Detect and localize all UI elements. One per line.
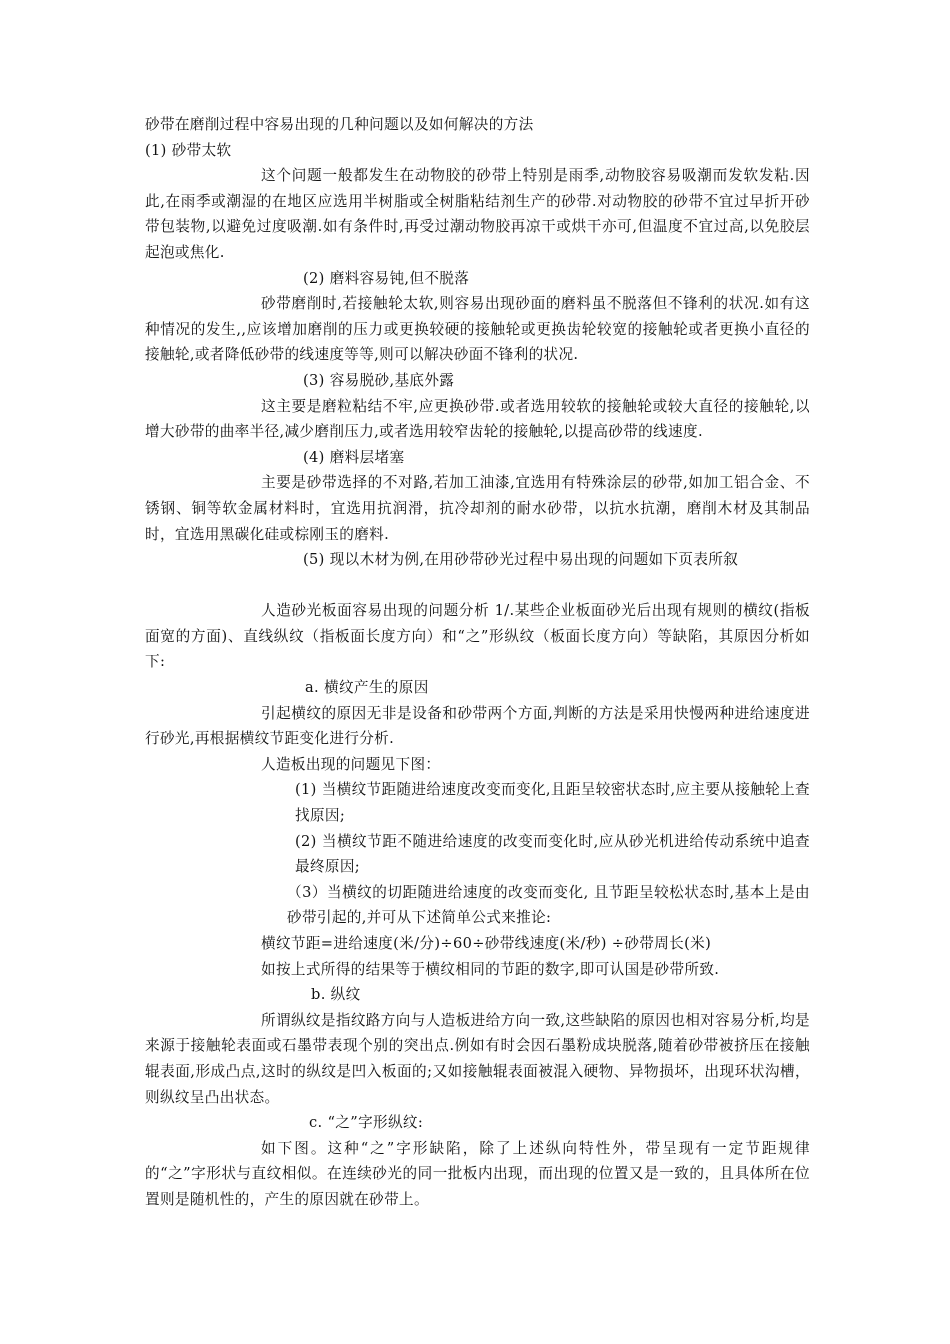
subsection-c-heading: c. “之”字形纵纹: (309, 1114, 424, 1132)
document-title: 砂带在磨削过程中容易出现的几种问题以及如何解决的方法 (145, 116, 534, 133)
document-page (145, 112, 810, 1213)
section-4-body: 主要是砂带选择的不对路,若加工油漆,宜选用有特殊涂层的砂带,如加工铝合金、不锈钢、铜等软金属材料时，宜选用抗润滑，抗冷却剂的耐水砂带，以抗水抗潮，磨削木材及其制品时，宜选用黑碳化硅或棕刚玉的磨料. (145, 474, 810, 543)
formula-note: 如按上式所得的结果等于横纹相同的节距的数字,即可认国是砂带所致. (261, 960, 720, 978)
subsection-a-note: 人造板出现的问题见下图： (261, 755, 441, 773)
subsection-a-heading: a. 横纹产生的原因 (305, 679, 429, 697)
subsection-b-heading: b. 纵纹 (311, 986, 361, 1004)
subsection-a-item-3: （3）当横纹的切距随进给速度的改变而变化, 且节距呈较松状态时,基本上是由砂带引起的,并可从下述简单公式来推论: (287, 883, 810, 927)
subsection-c-body: 如下图。这种“之”字形缺陷，除了上述纵向特性外，带呈现有一定节距规律的“之”字形状与直纹相似。在连续砂光的同一批板内出现，而出现的位置又是一致的，且具体所在位置则是随机性的，产生的原因就在砂带上。 (145, 1139, 810, 1208)
subsection-a-body: 引起横纹的原因无非是设备和砂带两个方面,判断的方法是采用快慢两种进给速度进行砂光,再根据横纹节距变化进行分析. (145, 704, 810, 748)
subsection-a-item-1: (1) 当横纹节距随进给速度改变而变化,且距呈较密状态时,应主要从接触轮上查找原因; (295, 781, 810, 825)
section-2-heading: (2) 磨料容易钝,但不脱落 (303, 269, 470, 287)
section-1-heading: (1) 砂带太软 (145, 141, 232, 159)
section-1-body: 这个问题一般都发生在动物胶的砂带上特别是雨季,动物胶容易吸潮而发软发粘.因此,在雨季或潮湿的在地区应选用半树脂或全树脂粘结剂生产的砂带.对动物胶的砂带不宜过早折开砂带包装物,以避免过度吸潮.如有条件时,再受过潮动物胶再凉干或烘干亦可,但温度不宜过高,以免胶层起泡或焦化. (145, 167, 810, 261)
section-4-heading: (4) 磨料层堵塞 (303, 448, 405, 466)
section-5-heading: (5) 现以木材为例,在用砂带砂光过程中易出现的问题如下页表所叙 (303, 551, 739, 569)
formula: 横纹节距=进给速度(米/分)÷60÷砂带线速度(米/秒) ÷砂带周长(米) (261, 935, 712, 952)
section-2-body: 砂带磨削时,若接触轮太软,则容易出现砂面的磨料虽不脱落但不锋利的状况.如有这种情况的发生,,应该增加磨削的压力或更换较硬的接触轮或更换齿轮较宽的接触轮或者更换小直径的接触轮,或者降低砂带的线速度等等,则可以解决砂面不锋利的状况. (145, 295, 810, 364)
analysis-intro: 人造砂光板面容易出现的问题分析 1/.某些企业板面砂光后出现有规则的横纹(指板面宽的方面)、直线纵纹（指板面长度方向）和“之”形纵纹（板面长度方向）等缺陷，其原因分析如下: (145, 602, 810, 671)
subsection-b-body: 所谓纵纹是指纹路方向与人造板进给方向一致,这些缺陷的原因也相对容易分析,均是来源于接触轮表面或石墨带表现个别的突出点.例如有时会因石墨粉成块脱落,随着砂带被挤压在接触辊表面,形成凸点,这时的纵纹是凹入板面的;又如接触辊表面被混入硬物、异物损坏，出现环状沟槽，则纵纹呈凸出状态。 (145, 1011, 810, 1106)
section-3-body: 这主要是磨粒粘结不牢,应更换砂带.或者选用较软的接触轮或较大直径的接触轮,以增大砂带的曲率半径,减少磨削压力,或者选用较窄齿轮的接触轮,以提高砂带的线速度. (145, 397, 810, 441)
section-3-heading: (3) 容易脱砂,基底外露 (303, 371, 455, 389)
subsection-a-item-2: (2) 当横纹节距不随进给速度的改变而变化时,应从砂光机进给传动系统中追查最终原因; (295, 832, 810, 876)
spacer (145, 573, 810, 599)
